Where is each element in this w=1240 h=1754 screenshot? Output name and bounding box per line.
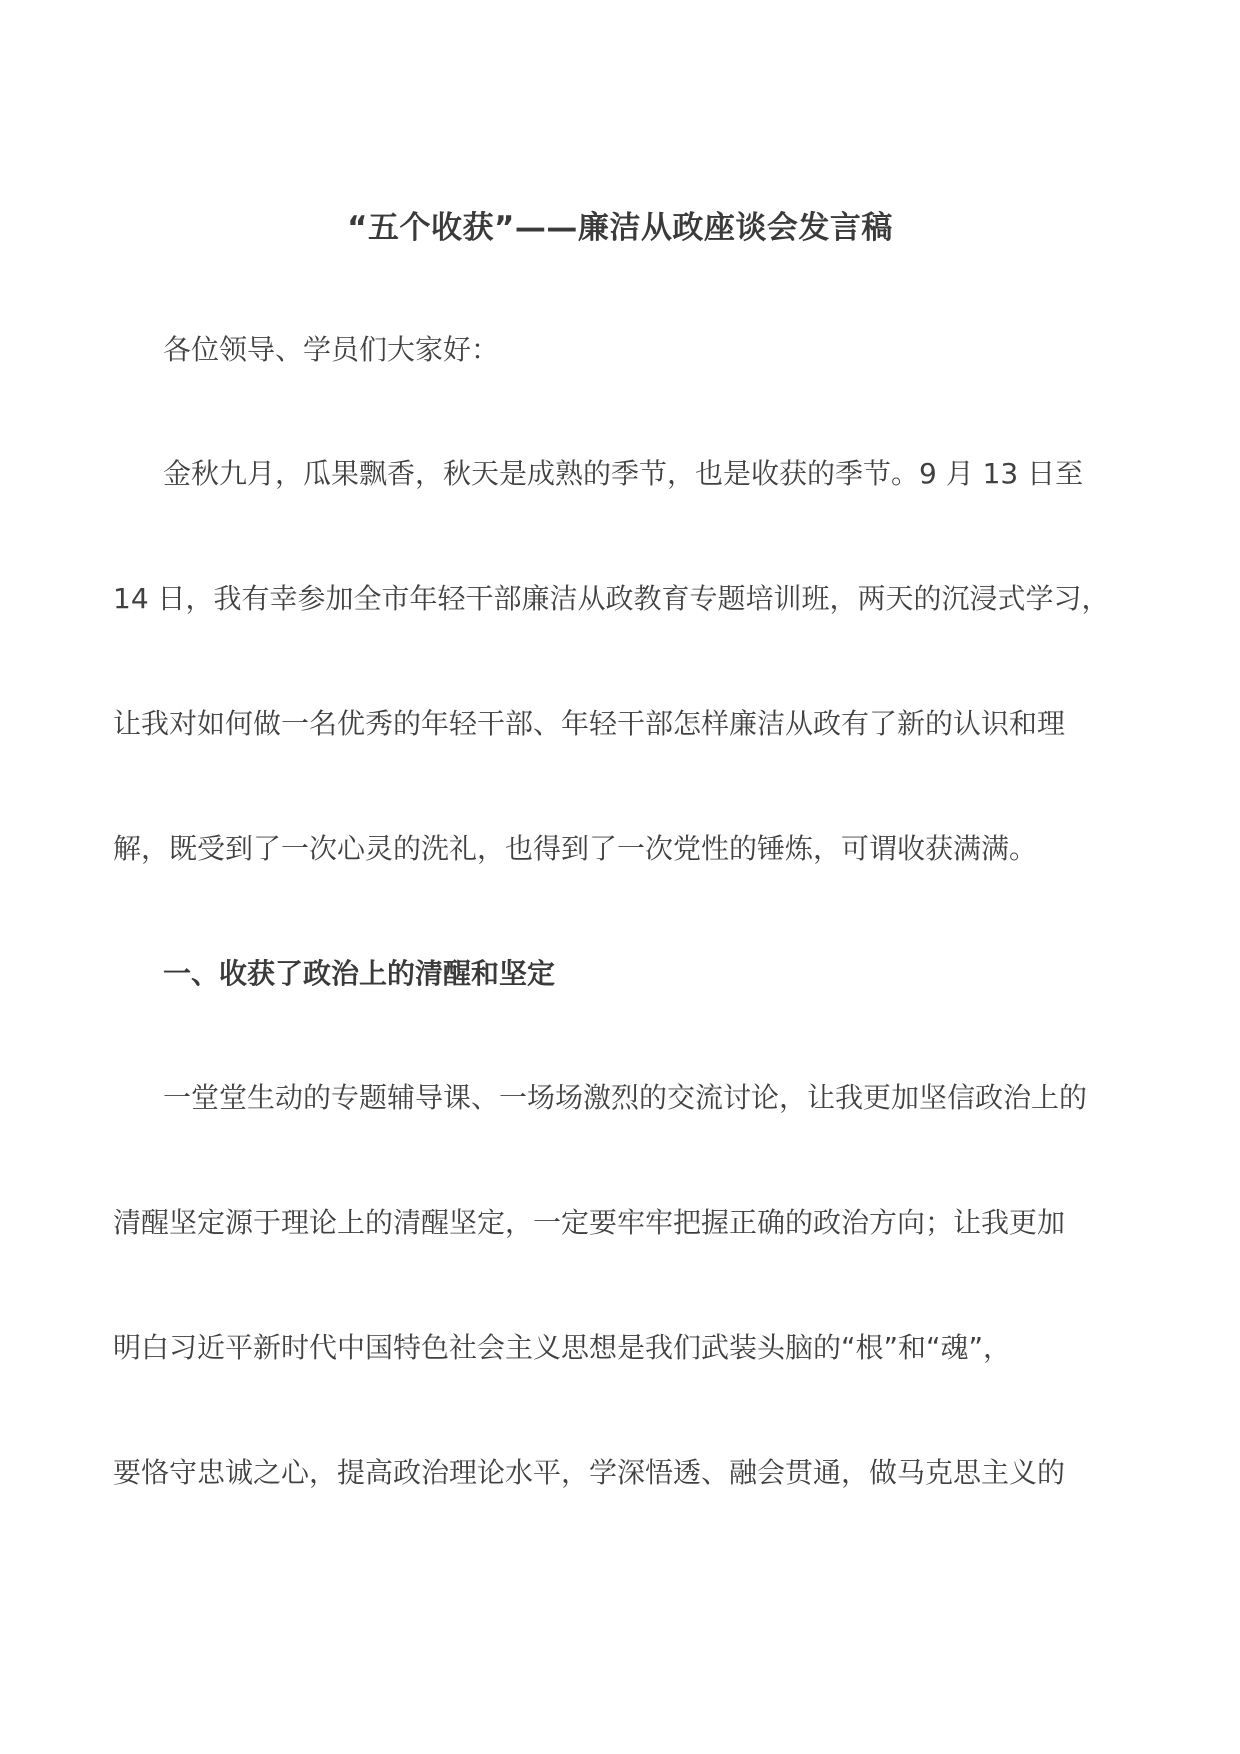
- paragraph-1-line-3: 让我对如何做一名优秀的年轻干部、年轻干部怎样廉洁从政有了新的认识和理: [113, 707, 1066, 740]
- paragraph-1-line-1: 金秋九月，瓜果飘香，秋天是成熟的季节，也是收获的季节。9 月 13 日至: [163, 457, 1084, 490]
- paragraph-2-line-1: 一堂堂生动的专题辅导课、一场场激烈的交流讨论，让我更加坚信政治上的: [163, 1081, 1088, 1114]
- paragraph-2-line-2: 清醒坚定源于理论上的清醒坚定，一定要牢牢把握正确的政治方向；让我更加: [113, 1206, 1066, 1239]
- paragraph-2-line-3: 明白习近平新时代中国特色社会主义思想是我们武装头脑的“根”和“魂”，: [113, 1331, 1012, 1364]
- paragraph-1-line-2: 14 日，我有幸参加全市年轻干部廉洁从政教育专题培训班，两天的沉浸式学习，: [113, 582, 1110, 615]
- document-title: “五个收获”——廉洁从政座谈会发言稿: [347, 210, 893, 246]
- paragraph-2-line-4: 要恪守忠诚之心，提高政治理论水平，学深悟透、融会贯通，做马克思主义的: [113, 1456, 1066, 1489]
- paragraph-1-line-4: 解，既受到了一次心灵的洗礼，也得到了一次党性的锤炼，可谓收获满满。: [113, 832, 1038, 865]
- section-1-heading: 一、收获了政治上的清醒和坚定: [163, 957, 556, 990]
- greeting-line: 各位领导、学员们大家好：: [163, 333, 500, 366]
